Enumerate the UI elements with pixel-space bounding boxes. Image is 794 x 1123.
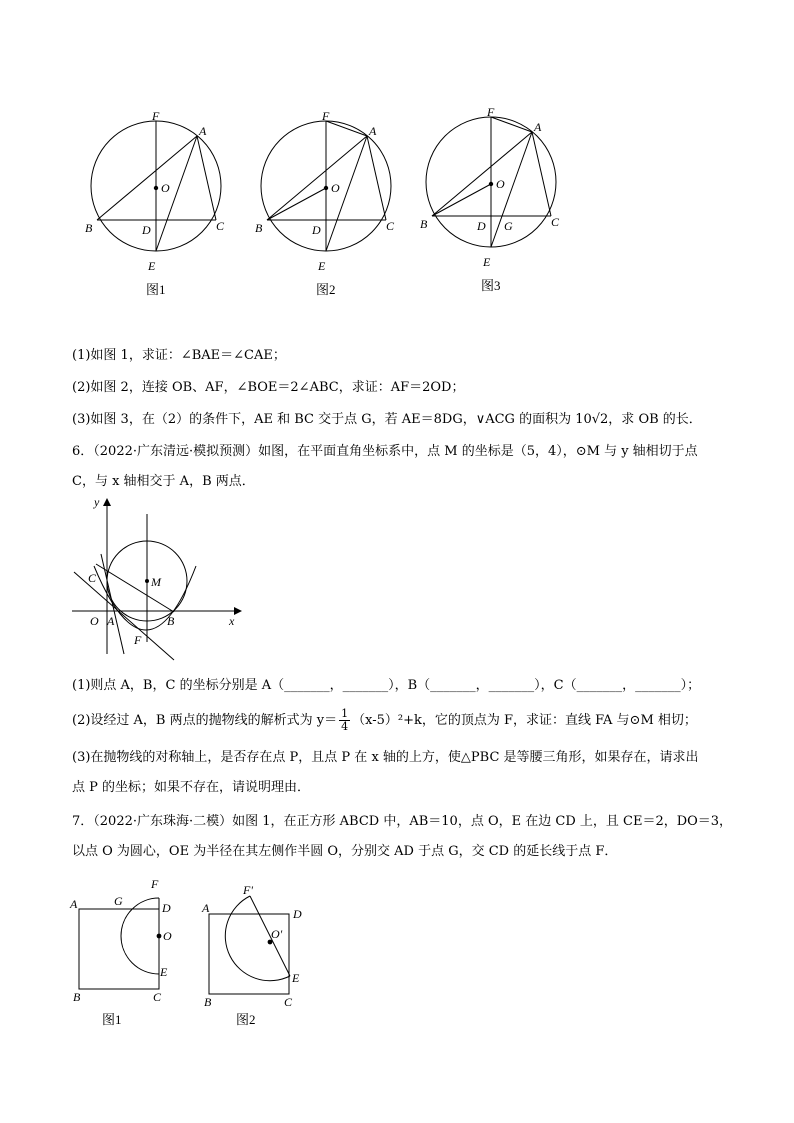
q5-part1: (1)如图 1，求证：∠BAE＝∠CAE；: [72, 348, 286, 363]
point-C: C: [88, 571, 97, 585]
fig2-label-C: C: [284, 995, 293, 1009]
q6-stem-line1: 6．（2022·广东清远·模拟预测）如图，在平面直角坐标系中，点 M 的坐标是（5，4），⊙M 与 y 轴相切于点: [72, 444, 698, 459]
q5-figure-2: [250, 108, 410, 308]
label-G: G: [504, 219, 513, 233]
svg-text:F: F: [487, 105, 495, 119]
fig2-label-E: E: [292, 971, 300, 985]
q5-figure-1: [80, 108, 240, 308]
q7-figure-1: [70, 874, 190, 1034]
fig1-label-O: O: [163, 929, 172, 943]
label-O: O: [161, 181, 170, 195]
q5-part2: (2)如图 2，连接 OB、AF，∠BOE＝2∠ABC，求证：AF＝2OD；: [72, 380, 465, 395]
q5-part3: (3)如图 3，在（2）的条件下，AE 和 BC 交于点 G，若 AE＝8DG，∨ACG 的面积为 10√2，求 OB 的长．: [72, 412, 702, 427]
svg-text:O: O: [496, 177, 505, 191]
fig1-label-D: D: [162, 901, 171, 915]
q5-figure-3: [415, 104, 575, 304]
fig1-label-E: E: [160, 965, 168, 979]
fig2-label-B: B: [204, 995, 212, 1009]
q6-coordinate-figure: [66, 494, 246, 664]
caption-fig2: 图2: [316, 282, 336, 297]
q6-part3-line2: 点 P 的坐标；如果不存在，请说明理由．: [72, 780, 311, 795]
q6-stem-line2: C，与 x 轴相交于 A，B 两点．: [72, 474, 255, 489]
q7-figure-2: [200, 880, 320, 1040]
fig1-label-F: F: [151, 877, 159, 891]
q7-stem-line1: 7．（2022·广东珠海·二模）如图 1，在正方形 ABCD 中，AB＝10，点 O，E 在边 CD 上，且 CE＝2，DO＝3，: [72, 814, 733, 829]
fig1-label-C: C: [153, 990, 162, 1004]
label-F: F: [152, 109, 160, 123]
fig2-label-O: O': [271, 927, 283, 941]
fig1-label-A: A: [70, 897, 78, 911]
q6-part2: (2)设经过 A，B 两点的抛物线的解析式为 y＝ $\frac{1}{4}$ （x-5）²+k，它的顶点为 F，求证：直线 FA 与⊙M 相切；: [72, 707, 697, 733]
q6-part1: (1)则点 A，B，C 的坐标分别是 A（_______，_______），B（_______，_______），C（_______，_______）；: [72, 678, 701, 693]
svg-text:A: A: [369, 124, 377, 138]
fig2-label-A: A: [202, 901, 210, 915]
label-C: C: [216, 219, 225, 233]
svg-text:E: E: [318, 259, 326, 273]
point-M: M: [151, 575, 161, 589]
axis-y-label: y: [94, 495, 100, 509]
caption-fig1: 图1: [146, 282, 166, 297]
svg-text:O: O: [331, 181, 340, 195]
point-A: A: [107, 614, 115, 628]
label-A: A: [199, 124, 207, 138]
fraction-numerator: 1: [341, 707, 349, 720]
label-D: D: [142, 223, 151, 237]
fig2-label-D: D: [293, 907, 302, 921]
q7-stem-line2: 以点 O 为圆心，OE 为半径在其左侧作半圆 O，分别交 AD 于点 G，交 CD 的延长线于点 F．: [72, 844, 618, 859]
fig1-label-G: G: [114, 894, 123, 908]
svg-text:E: E: [483, 255, 491, 269]
label-B: B: [85, 221, 93, 235]
q6-part3-line1: (3)在抛物线的对称轴上，是否存在点 P，且点 P 在 x 轴的上方，使△PBC 是等腰三角形，如果存在，请求出: [72, 750, 699, 765]
fraction-denominator: 4: [341, 720, 349, 733]
axis-x-label: x: [229, 614, 235, 628]
q7-caption-fig2: 图2: [236, 1012, 256, 1027]
point-O: O: [90, 614, 99, 628]
q7-caption-fig1: 图1: [102, 1012, 122, 1027]
fig1-label-B: B: [73, 990, 81, 1004]
fig2-label-F: F': [243, 883, 253, 897]
svg-text:B: B: [420, 217, 428, 231]
svg-text:B: B: [255, 221, 263, 235]
svg-text:D: D: [312, 223, 321, 237]
svg-text:C: C: [386, 219, 395, 233]
point-F: F: [134, 633, 142, 647]
point-B: B: [167, 614, 175, 628]
caption-fig3: 图3: [481, 278, 501, 293]
svg-text:F: F: [322, 109, 330, 123]
label-E: E: [148, 259, 156, 273]
svg-text:A: A: [534, 120, 542, 134]
svg-text:D: D: [477, 219, 486, 233]
svg-text:C: C: [551, 215, 560, 229]
